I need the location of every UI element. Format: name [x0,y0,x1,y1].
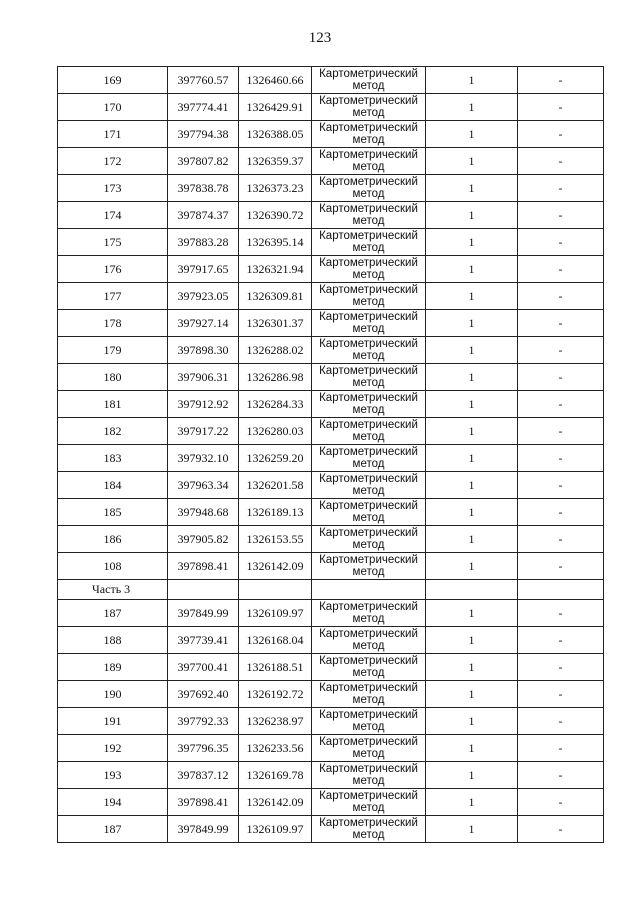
table-row [58,364,604,391]
note-cell: - [518,364,604,391]
method-text: Картометрический метод [319,817,418,841]
table-row [58,202,604,229]
method-text: Картометрический метод [319,311,418,335]
method-text: Картометрический метод [319,473,418,497]
point-number-cell: 180 [58,364,168,391]
note-cell: - [518,310,604,337]
point-number-cell: 176 [58,256,168,283]
x-coordinate-cell: 397898.41 [168,789,239,816]
table-row [58,67,604,94]
point-number-cell: 173 [58,175,168,202]
note-cell: - [518,499,604,526]
method-text: Картометрический метод [319,446,418,470]
method-cell [312,229,426,256]
table-row [58,627,604,654]
accuracy-cell: 1 [426,121,518,148]
note-cell: - [518,681,604,708]
accuracy-cell: 1 [426,229,518,256]
method-cell [312,337,426,364]
accuracy-cell: 1 [426,499,518,526]
x-coordinate-cell: 397917.22 [168,418,239,445]
point-number-cell: 178 [58,310,168,337]
table-row [58,499,604,526]
y-coordinate-cell: 1326301.37 [239,310,312,337]
method-text: Картометрический метод [319,257,418,281]
point-number-cell: 184 [58,472,168,499]
table-row [58,229,604,256]
accuracy-cell: 1 [426,654,518,681]
method-cell [312,600,426,627]
note-cell: - [518,735,604,762]
y-coordinate-cell: 1326153.55 [239,526,312,553]
method-cell [312,735,426,762]
method-text: Картометрический метод [319,392,418,416]
y-coordinate-cell: 1326395.14 [239,229,312,256]
method-cell [312,94,426,121]
note-cell: - [518,472,604,499]
x-coordinate-cell: 397700.41 [168,654,239,681]
method-cell [312,553,426,580]
method-cell [312,364,426,391]
x-coordinate-cell: 397927.14 [168,310,239,337]
x-coordinate-cell: 397807.82 [168,148,239,175]
accuracy-cell: 1 [426,600,518,627]
y-coordinate-cell: 1326188.51 [239,654,312,681]
method-cell [312,526,426,553]
y-coordinate-cell: 1326238.97 [239,708,312,735]
point-number-cell: 190 [58,681,168,708]
y-coordinate-cell: 1326109.97 [239,816,312,843]
table-row [58,553,604,580]
accuracy-cell: 1 [426,148,518,175]
table-row [58,310,604,337]
point-number-cell: 185 [58,499,168,526]
table-row [58,526,604,553]
point-number-cell: 187 [58,816,168,843]
method-cell [312,202,426,229]
x-coordinate-cell: 397849.99 [168,816,239,843]
x-coordinate-cell: 397692.40 [168,681,239,708]
method-cell [312,418,426,445]
point-number-cell: 194 [58,789,168,816]
method-cell [312,391,426,418]
note-cell: - [518,202,604,229]
point-number-cell: 174 [58,202,168,229]
table-row [58,708,604,735]
y-coordinate-cell: 1326286.98 [239,364,312,391]
y-coordinate-cell: 1326233.56 [239,735,312,762]
point-number-cell: 108 [58,553,168,580]
y-coordinate-cell: 1326460.66 [239,67,312,94]
method-text: Картометрический метод [319,601,418,625]
method-text: Картометрический метод [319,628,418,652]
table-row [58,256,604,283]
point-number-cell: 189 [58,654,168,681]
method-text: Картометрический метод [319,527,418,551]
note-cell: - [518,94,604,121]
table-row [58,148,604,175]
x-coordinate-cell: 397932.10 [168,445,239,472]
note-cell: - [518,816,604,843]
method-cell [312,121,426,148]
y-coordinate-cell: 1326429.91 [239,94,312,121]
note-cell: - [518,391,604,418]
y-coordinate-cell: 1326169.78 [239,762,312,789]
table-row [58,816,604,843]
note-cell: - [518,229,604,256]
note-cell: - [518,553,604,580]
method-text: Картометрический метод [319,203,418,227]
method-cell [312,789,426,816]
point-number-cell: 177 [58,283,168,310]
point-number-cell: 181 [58,391,168,418]
method-text: Картометрический метод [319,365,418,389]
point-number-cell: 183 [58,445,168,472]
method-text: Картометрический метод [319,284,418,308]
method-cell [312,148,426,175]
y-coordinate-cell: 1326192.72 [239,681,312,708]
accuracy-cell: 1 [426,310,518,337]
accuracy-cell: 1 [426,526,518,553]
x-coordinate-cell: 397739.41 [168,627,239,654]
method-text: Картометрический метод [319,763,418,787]
accuracy-cell: 1 [426,472,518,499]
x-coordinate-cell: 397883.28 [168,229,239,256]
accuracy-cell: 1 [426,445,518,472]
y-coordinate-cell: 1326280.03 [239,418,312,445]
method-cell [312,762,426,789]
y-coordinate-cell: 1326373.23 [239,175,312,202]
note-cell: - [518,708,604,735]
method-text: Картометрический метод [319,682,418,706]
empty-note-cell [518,580,604,600]
accuracy-cell: 1 [426,67,518,94]
y-coordinate-cell: 1326142.09 [239,553,312,580]
coordinates-table-body [58,67,604,843]
point-number-cell: 187 [58,600,168,627]
empty-accuracy-cell [426,580,518,600]
accuracy-cell: 1 [426,627,518,654]
x-coordinate-cell: 397906.31 [168,364,239,391]
accuracy-cell: 1 [426,762,518,789]
accuracy-cell: 1 [426,94,518,121]
y-coordinate-cell: 1326259.20 [239,445,312,472]
accuracy-cell: 1 [426,364,518,391]
method-cell [312,627,426,654]
point-number-cell: 188 [58,627,168,654]
table-row [58,445,604,472]
point-number-cell: 171 [58,121,168,148]
table-row [58,175,604,202]
point-number-cell: 186 [58,526,168,553]
empty-method-cell [312,580,426,600]
x-coordinate-cell: 397912.92 [168,391,239,418]
y-coordinate-cell: 1326359.37 [239,148,312,175]
method-cell [312,708,426,735]
accuracy-cell: 1 [426,175,518,202]
point-number-cell: 175 [58,229,168,256]
page-number: 123 [308,30,332,46]
table-row [58,283,604,310]
note-cell: - [518,337,604,364]
method-cell [312,681,426,708]
accuracy-cell: 1 [426,553,518,580]
point-number-cell: 179 [58,337,168,364]
note-cell: - [518,418,604,445]
y-coordinate-cell: 1326168.04 [239,627,312,654]
accuracy-cell: 1 [426,283,518,310]
note-cell: - [518,175,604,202]
method-text: Картометрический метод [319,122,418,146]
method-text: Картометрический метод [319,176,418,200]
table-row [58,337,604,364]
table-row [58,735,604,762]
y-coordinate-cell: 1326288.02 [239,337,312,364]
x-coordinate-cell: 397898.41 [168,553,239,580]
table-row [58,94,604,121]
accuracy-cell: 1 [426,391,518,418]
point-number-cell: 192 [58,735,168,762]
note-cell: - [518,256,604,283]
method-text: Картометрический метод [319,736,418,760]
point-number-cell: 193 [58,762,168,789]
method-text: Картометрический метод [319,500,418,524]
table-row [58,654,604,681]
x-coordinate-cell: 397837.12 [168,762,239,789]
accuracy-cell: 1 [426,202,518,229]
y-coordinate-cell: 1326390.72 [239,202,312,229]
table-row [58,391,604,418]
method-text: Картометрический метод [319,95,418,119]
method-text: Картометрический метод [319,68,418,92]
table-row [58,600,604,627]
accuracy-cell: 1 [426,789,518,816]
x-coordinate-cell: 397794.38 [168,121,239,148]
method-cell [312,472,426,499]
accuracy-cell: 1 [426,337,518,364]
note-cell: - [518,627,604,654]
x-coordinate-cell: 397923.05 [168,283,239,310]
note-cell: - [518,283,604,310]
method-text: Картометрический метод [319,554,418,578]
accuracy-cell: 1 [426,418,518,445]
note-cell: - [518,600,604,627]
accuracy-cell: 1 [426,816,518,843]
point-number-cell: 172 [58,148,168,175]
x-coordinate-cell: 397874.37 [168,202,239,229]
x-coordinate-cell: 397792.33 [168,708,239,735]
note-cell: - [518,654,604,681]
method-text: Картометрический метод [319,655,418,679]
y-coordinate-cell: 1326142.09 [239,789,312,816]
x-coordinate-cell: 397796.35 [168,735,239,762]
note-cell: - [518,148,604,175]
table-row [58,762,604,789]
method-text: Картометрический метод [319,230,418,254]
note-cell: - [518,67,604,94]
method-cell [312,445,426,472]
x-coordinate-cell: 397905.82 [168,526,239,553]
table-row [58,121,604,148]
y-coordinate-cell: 1326309.81 [239,283,312,310]
note-cell: - [518,445,604,472]
method-cell [312,499,426,526]
x-coordinate-cell: 397948.68 [168,499,239,526]
method-text: Картометрический метод [319,709,418,733]
section-label: Часть 3 [58,580,168,600]
x-coordinate-cell: 397849.99 [168,600,239,627]
point-number-cell: 169 [58,67,168,94]
table-row [58,789,604,816]
accuracy-cell: 1 [426,256,518,283]
empty-x-cell [168,580,239,600]
y-coordinate-cell: 1326201.58 [239,472,312,499]
note-cell: - [518,121,604,148]
table-row [58,681,604,708]
method-text: Картометрический метод [319,149,418,173]
coordinates-table [57,66,604,843]
note-cell: - [518,762,604,789]
note-cell: - [518,526,604,553]
method-cell [312,175,426,202]
y-coordinate-cell: 1326284.33 [239,391,312,418]
note-cell: - [518,789,604,816]
x-coordinate-cell: 397963.34 [168,472,239,499]
method-text: Картометрический метод [319,790,418,814]
point-number-cell: 182 [58,418,168,445]
point-number-cell: 170 [58,94,168,121]
method-cell [312,256,426,283]
method-cell [312,310,426,337]
method-text: Картометрический метод [319,419,418,443]
table-row [58,472,604,499]
y-coordinate-cell: 1326388.05 [239,121,312,148]
x-coordinate-cell: 397774.41 [168,94,239,121]
y-coordinate-cell: 1326109.97 [239,600,312,627]
y-coordinate-cell: 1326189.13 [239,499,312,526]
method-cell [312,283,426,310]
section-row [58,580,604,600]
accuracy-cell: 1 [426,681,518,708]
empty-y-cell [239,580,312,600]
point-number-cell: 191 [58,708,168,735]
x-coordinate-cell: 397898.30 [168,337,239,364]
x-coordinate-cell: 397760.57 [168,67,239,94]
method-cell [312,816,426,843]
accuracy-cell: 1 [426,708,518,735]
accuracy-cell: 1 [426,735,518,762]
x-coordinate-cell: 397917.65 [168,256,239,283]
table-row [58,418,604,445]
method-cell [312,67,426,94]
x-coordinate-cell: 397838.78 [168,175,239,202]
y-coordinate-cell: 1326321.94 [239,256,312,283]
method-text: Картометрический метод [319,338,418,362]
method-cell [312,654,426,681]
